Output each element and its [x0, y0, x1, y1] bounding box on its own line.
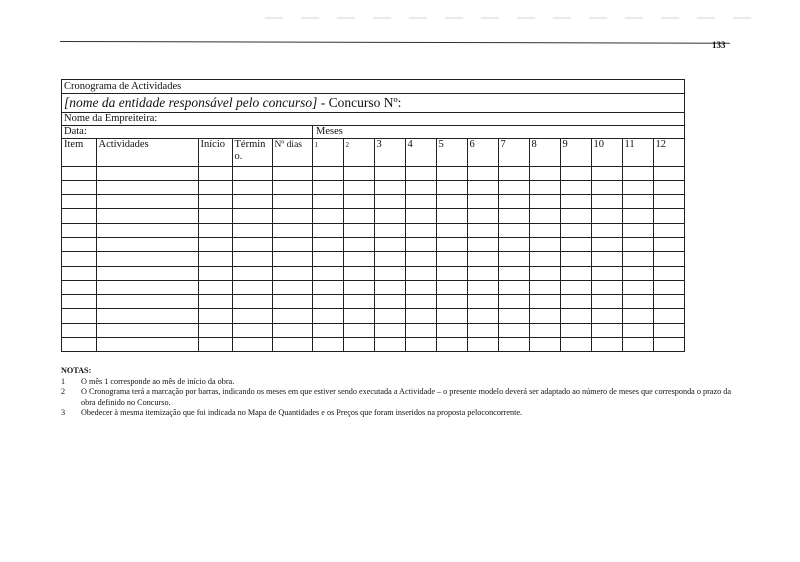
cell-item[interactable]: [62, 223, 96, 237]
cell-m8[interactable]: [529, 266, 560, 280]
cell-m11[interactable]: [622, 237, 653, 251]
cell-m9[interactable]: [560, 223, 591, 237]
cell-m11[interactable]: [622, 323, 653, 337]
cell-m2[interactable]: [343, 323, 374, 337]
cell-m1[interactable]: [312, 223, 343, 237]
cell-m3[interactable]: [374, 295, 405, 309]
cell-start[interactable]: [198, 338, 232, 352]
cell-m1[interactable]: [312, 295, 343, 309]
cell-m6[interactable]: [467, 166, 498, 180]
col-header-end: Términ o.: [232, 139, 272, 166]
cell-m10[interactable]: [591, 223, 622, 237]
cell-m3[interactable]: [374, 180, 405, 194]
cell-m7[interactable]: [498, 338, 529, 352]
cell-m6[interactable]: [467, 280, 498, 294]
cell-m8[interactable]: [529, 209, 560, 223]
cell-start[interactable]: [198, 237, 232, 251]
cell-m7[interactable]: [498, 195, 529, 209]
cell-m10[interactable]: [591, 237, 622, 251]
cell-item[interactable]: [62, 166, 96, 180]
cell-days[interactable]: [272, 309, 312, 323]
cell-item[interactable]: [62, 266, 96, 280]
cell-m4[interactable]: [405, 195, 436, 209]
cell-m9[interactable]: [560, 252, 591, 266]
cell-m2[interactable]: [343, 280, 374, 294]
cell-m12[interactable]: [653, 166, 685, 180]
cell-m8[interactable]: [529, 166, 560, 180]
cell-m4[interactable]: [405, 237, 436, 251]
cell-days[interactable]: [272, 166, 312, 180]
cell-m11[interactable]: [622, 252, 653, 266]
cell-m3[interactable]: [374, 309, 405, 323]
cell-activities[interactable]: [96, 195, 198, 209]
cell-activities[interactable]: [96, 295, 198, 309]
cell-m5[interactable]: [436, 323, 467, 337]
page-number: 133: [712, 40, 726, 50]
cell-m8[interactable]: [529, 309, 560, 323]
tender-number-label: - Concurso Nº:: [317, 95, 402, 110]
cell-end[interactable]: [232, 309, 272, 323]
cell-m12[interactable]: [653, 338, 685, 352]
cell-m8[interactable]: [529, 223, 560, 237]
cell-m7[interactable]: [498, 209, 529, 223]
table-row: [62, 209, 685, 223]
cell-m1[interactable]: [312, 338, 343, 352]
cell-m7[interactable]: [498, 266, 529, 280]
cell-m5[interactable]: [436, 209, 467, 223]
cell-m11[interactable]: [622, 180, 653, 194]
cell-m8[interactable]: [529, 180, 560, 194]
cell-m9[interactable]: [560, 309, 591, 323]
cell-m7[interactable]: [498, 295, 529, 309]
cell-end[interactable]: [232, 166, 272, 180]
cell-activities[interactable]: [96, 209, 198, 223]
cell-days[interactable]: [272, 323, 312, 337]
col-header-month-1: 1: [312, 139, 343, 166]
cell-m5[interactable]: [436, 180, 467, 194]
cell-item[interactable]: [62, 280, 96, 294]
cell-m5[interactable]: [436, 237, 467, 251]
cell-m4[interactable]: [405, 223, 436, 237]
cell-m1[interactable]: [312, 180, 343, 194]
note-text: O Cronograma terá a marcação por barras, indicando os meses em que estiver sendo executada a Actividade – o presente modelo deverá ser adaptado ao número de meses que corresponda o prazo da obra definido no Concurso.: [81, 387, 731, 407]
cell-m8[interactable]: [529, 295, 560, 309]
table-row: [62, 323, 685, 337]
cell-m5[interactable]: [436, 295, 467, 309]
note-text: Obedecer à mesma itemização que foi indicada no Mapa de Quantidades e os Preços que foram inseridos na proposta peloconcorrente.: [81, 408, 523, 417]
cell-m9[interactable]: [560, 166, 591, 180]
cell-days[interactable]: [272, 180, 312, 194]
cell-m7[interactable]: [498, 180, 529, 194]
cell-m2[interactable]: [343, 180, 374, 194]
note-number: 3: [61, 408, 66, 417]
cell-item[interactable]: [62, 295, 96, 309]
cell-activities[interactable]: [96, 180, 198, 194]
cell-start[interactable]: [198, 323, 232, 337]
cell-m3[interactable]: [374, 237, 405, 251]
cell-m12[interactable]: [653, 280, 685, 294]
cell-m8[interactable]: [529, 338, 560, 352]
table-row: [62, 252, 685, 266]
cell-m3[interactable]: [374, 195, 405, 209]
cell-start[interactable]: [198, 209, 232, 223]
cell-m12[interactable]: [653, 237, 685, 251]
months-label: Meses: [312, 126, 343, 139]
cell-m5[interactable]: [436, 223, 467, 237]
cell-activities[interactable]: [96, 323, 198, 337]
cell-m3[interactable]: [374, 338, 405, 352]
col-header-month-3: 3: [374, 139, 405, 166]
cell-start[interactable]: [198, 295, 232, 309]
cell-m4[interactable]: [405, 166, 436, 180]
cell-m12[interactable]: [653, 295, 685, 309]
cell-days[interactable]: [272, 338, 312, 352]
cell-m2[interactable]: [343, 223, 374, 237]
cell-m6[interactable]: [467, 309, 498, 323]
schedule-table: [62, 139, 685, 352]
cell-m11[interactable]: [622, 223, 653, 237]
cell-start[interactable]: [198, 309, 232, 323]
cell-activities[interactable]: [96, 280, 198, 294]
cell-m10[interactable]: [591, 338, 622, 352]
cell-item[interactable]: [62, 309, 96, 323]
cell-m11[interactable]: [622, 195, 653, 209]
table-row: [62, 180, 685, 194]
cell-m2[interactable]: [343, 252, 374, 266]
schedule-body: [62, 166, 685, 352]
date-label: Data:: [64, 126, 87, 137]
cell-m10[interactable]: [591, 266, 622, 280]
cell-days[interactable]: [272, 280, 312, 294]
cell-item[interactable]: [62, 209, 96, 223]
cell-m7[interactable]: [498, 237, 529, 251]
note-number: 2: [61, 387, 66, 396]
table-row: [62, 266, 685, 280]
entity-line: [62, 94, 684, 113]
entity-placeholder[interactable]: [nome da entidade responsável pelo concurso]: [64, 95, 318, 110]
cell-m2[interactable]: [343, 237, 374, 251]
cell-end[interactable]: [232, 338, 272, 352]
cell-end[interactable]: [232, 280, 272, 294]
col-header-month-6: 6: [467, 139, 498, 166]
cell-activities[interactable]: [96, 223, 198, 237]
cell-m4[interactable]: [405, 266, 436, 280]
cell-m12[interactable]: [653, 180, 685, 194]
cell-activities[interactable]: [96, 309, 198, 323]
cell-m12[interactable]: [653, 209, 685, 223]
cell-m11[interactable]: [622, 309, 653, 323]
cell-end[interactable]: [232, 323, 272, 337]
cell-m9[interactable]: [560, 180, 591, 194]
cell-m1[interactable]: [312, 195, 343, 209]
col-header-days: Nº dias: [272, 139, 312, 166]
cell-m7[interactable]: [498, 309, 529, 323]
cell-m6[interactable]: [467, 223, 498, 237]
cell-m12[interactable]: [653, 252, 685, 266]
cell-activities[interactable]: [96, 166, 198, 180]
cell-m3[interactable]: [374, 166, 405, 180]
cell-days[interactable]: [272, 223, 312, 237]
cell-m6[interactable]: [467, 266, 498, 280]
cell-m9[interactable]: [560, 195, 591, 209]
cell-days[interactable]: [272, 252, 312, 266]
table-row: [62, 295, 685, 309]
cell-start[interactable]: [198, 195, 232, 209]
cell-end[interactable]: [232, 252, 272, 266]
cell-m5[interactable]: [436, 195, 467, 209]
cell-m3[interactable]: [374, 252, 405, 266]
table-row: [62, 166, 685, 180]
contractor-name-field[interactable]: [62, 113, 684, 126]
table-row: [62, 338, 685, 352]
cell-m7[interactable]: [498, 252, 529, 266]
col-header-month-9: 9: [560, 139, 591, 166]
cell-m11[interactable]: [622, 209, 653, 223]
cell-m10[interactable]: [591, 209, 622, 223]
cell-m3[interactable]: [374, 266, 405, 280]
table-row: [62, 237, 685, 251]
col-header-month-7: 7: [498, 139, 529, 166]
cell-m1[interactable]: [312, 280, 343, 294]
cell-m7[interactable]: [498, 323, 529, 337]
cell-item[interactable]: [62, 195, 96, 209]
cell-m6[interactable]: [467, 237, 498, 251]
cell-m3[interactable]: [374, 280, 405, 294]
cell-start[interactable]: [198, 252, 232, 266]
cell-m10[interactable]: [591, 295, 622, 309]
table-row: [62, 309, 685, 323]
cell-m12[interactable]: [653, 195, 685, 209]
cell-m10[interactable]: [591, 180, 622, 194]
cell-m5[interactable]: [436, 338, 467, 352]
cell-m12[interactable]: [653, 323, 685, 337]
cell-days[interactable]: [272, 237, 312, 251]
contractor-label: Nome da Empreiteira:: [64, 113, 158, 124]
cell-activities[interactable]: [96, 252, 198, 266]
col-header-month-5: 5: [436, 139, 467, 166]
cell-start[interactable]: [198, 266, 232, 280]
cell-m10[interactable]: [591, 280, 622, 294]
cell-m6[interactable]: [467, 323, 498, 337]
cell-m8[interactable]: [529, 280, 560, 294]
table-row: [62, 280, 685, 294]
cell-item[interactable]: [62, 252, 96, 266]
cell-m3[interactable]: [374, 223, 405, 237]
cell-m1[interactable]: [312, 323, 343, 337]
cell-start[interactable]: [198, 180, 232, 194]
col-header-month-2: 2: [343, 139, 374, 166]
cell-m9[interactable]: [560, 280, 591, 294]
cell-m8[interactable]: [529, 237, 560, 251]
cell-item[interactable]: [62, 338, 96, 352]
cell-m7[interactable]: [498, 166, 529, 180]
cell-m9[interactable]: [560, 209, 591, 223]
col-header-month-8: 8: [529, 139, 560, 166]
cell-m11[interactable]: [622, 338, 653, 352]
cell-m9[interactable]: [560, 237, 591, 251]
cell-m5[interactable]: [436, 309, 467, 323]
header-rule: [60, 41, 730, 44]
cell-m6[interactable]: [467, 180, 498, 194]
form-title: Cronograma de Actividades: [62, 80, 684, 94]
cell-m2[interactable]: [343, 266, 374, 280]
cell-m6[interactable]: [467, 252, 498, 266]
cell-m4[interactable]: [405, 309, 436, 323]
table-row: [62, 195, 685, 209]
cell-m4[interactable]: [405, 209, 436, 223]
cell-m1[interactable]: [312, 266, 343, 280]
cell-end[interactable]: [232, 266, 272, 280]
cell-end[interactable]: [232, 195, 272, 209]
cell-m4[interactable]: [405, 323, 436, 337]
cell-activities[interactable]: [96, 266, 198, 280]
cell-days[interactable]: [272, 209, 312, 223]
cell-m10[interactable]: [591, 323, 622, 337]
cell-m2[interactable]: [343, 309, 374, 323]
cell-m11[interactable]: [622, 266, 653, 280]
cell-m2[interactable]: [343, 338, 374, 352]
cell-m7[interactable]: [498, 223, 529, 237]
col-header-start: Início: [198, 139, 232, 166]
cell-days[interactable]: [272, 295, 312, 309]
cell-start[interactable]: [198, 223, 232, 237]
note-text: O mês 1 corresponde ao mês de início da obra.: [81, 376, 235, 386]
cell-m3[interactable]: [374, 209, 405, 223]
note-item: [61, 408, 741, 419]
cell-m1[interactable]: [312, 209, 343, 223]
cell-m9[interactable]: [560, 295, 591, 309]
cell-item[interactable]: [62, 237, 96, 251]
cell-activities[interactable]: [96, 237, 198, 251]
cell-end[interactable]: [232, 209, 272, 223]
cell-m7[interactable]: [498, 280, 529, 294]
cell-days[interactable]: [272, 195, 312, 209]
notes-title: NOTAS:: [61, 366, 92, 375]
cell-m9[interactable]: [560, 323, 591, 337]
col-header-month-12: 12: [653, 139, 685, 166]
cell-activities[interactable]: [96, 338, 198, 352]
col-header-activities: Actividades: [96, 139, 198, 166]
cell-m5[interactable]: [436, 280, 467, 294]
cell-m1[interactable]: [312, 166, 343, 180]
cell-m11[interactable]: [622, 166, 653, 180]
cell-end[interactable]: [232, 180, 272, 194]
cell-m4[interactable]: [405, 180, 436, 194]
cell-m2[interactable]: [343, 295, 374, 309]
cell-m12[interactable]: [653, 309, 685, 323]
cell-end[interactable]: [232, 237, 272, 251]
note-item: [61, 377, 741, 388]
cell-m9[interactable]: [560, 338, 591, 352]
notes-section: [61, 366, 741, 419]
cell-m5[interactable]: [436, 166, 467, 180]
cell-m8[interactable]: [529, 323, 560, 337]
cell-m1[interactable]: [312, 309, 343, 323]
cell-start[interactable]: [198, 280, 232, 294]
cell-start[interactable]: [198, 166, 232, 180]
cell-m1[interactable]: [312, 252, 343, 266]
cell-m11[interactable]: [622, 280, 653, 294]
date-row: [62, 126, 684, 139]
cell-days[interactable]: [272, 266, 312, 280]
cell-m9[interactable]: [560, 266, 591, 280]
cell-item[interactable]: [62, 323, 96, 337]
scan-artifact: [265, 17, 765, 19]
cell-m6[interactable]: [467, 295, 498, 309]
cell-m11[interactable]: [622, 295, 653, 309]
col-header-month-10: 10: [591, 139, 622, 166]
cell-m2[interactable]: [343, 195, 374, 209]
cell-m4[interactable]: [405, 252, 436, 266]
cell-m6[interactable]: [467, 195, 498, 209]
cell-m3[interactable]: [374, 323, 405, 337]
col-header-item: Item: [62, 139, 96, 166]
note-number: 1: [61, 376, 66, 386]
cell-m8[interactable]: [529, 252, 560, 266]
schedule-form: [61, 79, 685, 352]
cell-m4[interactable]: [405, 280, 436, 294]
table-header-row: [62, 139, 685, 166]
cell-m10[interactable]: [591, 166, 622, 180]
cell-end[interactable]: [232, 223, 272, 237]
cell-m2[interactable]: [343, 166, 374, 180]
cell-m4[interactable]: [405, 295, 436, 309]
cell-m1[interactable]: [312, 237, 343, 251]
table-row: [62, 223, 685, 237]
cell-m2[interactable]: [343, 209, 374, 223]
cell-m5[interactable]: [436, 252, 467, 266]
cell-m10[interactable]: [591, 252, 622, 266]
cell-m6[interactable]: [467, 338, 498, 352]
col-header-month-11: 11: [622, 139, 653, 166]
cell-m10[interactable]: [591, 309, 622, 323]
note-item: [61, 387, 741, 408]
cell-m4[interactable]: [405, 338, 436, 352]
cell-m5[interactable]: [436, 266, 467, 280]
col-header-month-4: 4: [405, 139, 436, 166]
cell-m8[interactable]: [529, 195, 560, 209]
cell-m6[interactable]: [467, 209, 498, 223]
cell-m12[interactable]: [653, 266, 685, 280]
cell-m10[interactable]: [591, 195, 622, 209]
cell-end[interactable]: [232, 295, 272, 309]
cell-item[interactable]: [62, 180, 96, 194]
cell-m12[interactable]: [653, 223, 685, 237]
